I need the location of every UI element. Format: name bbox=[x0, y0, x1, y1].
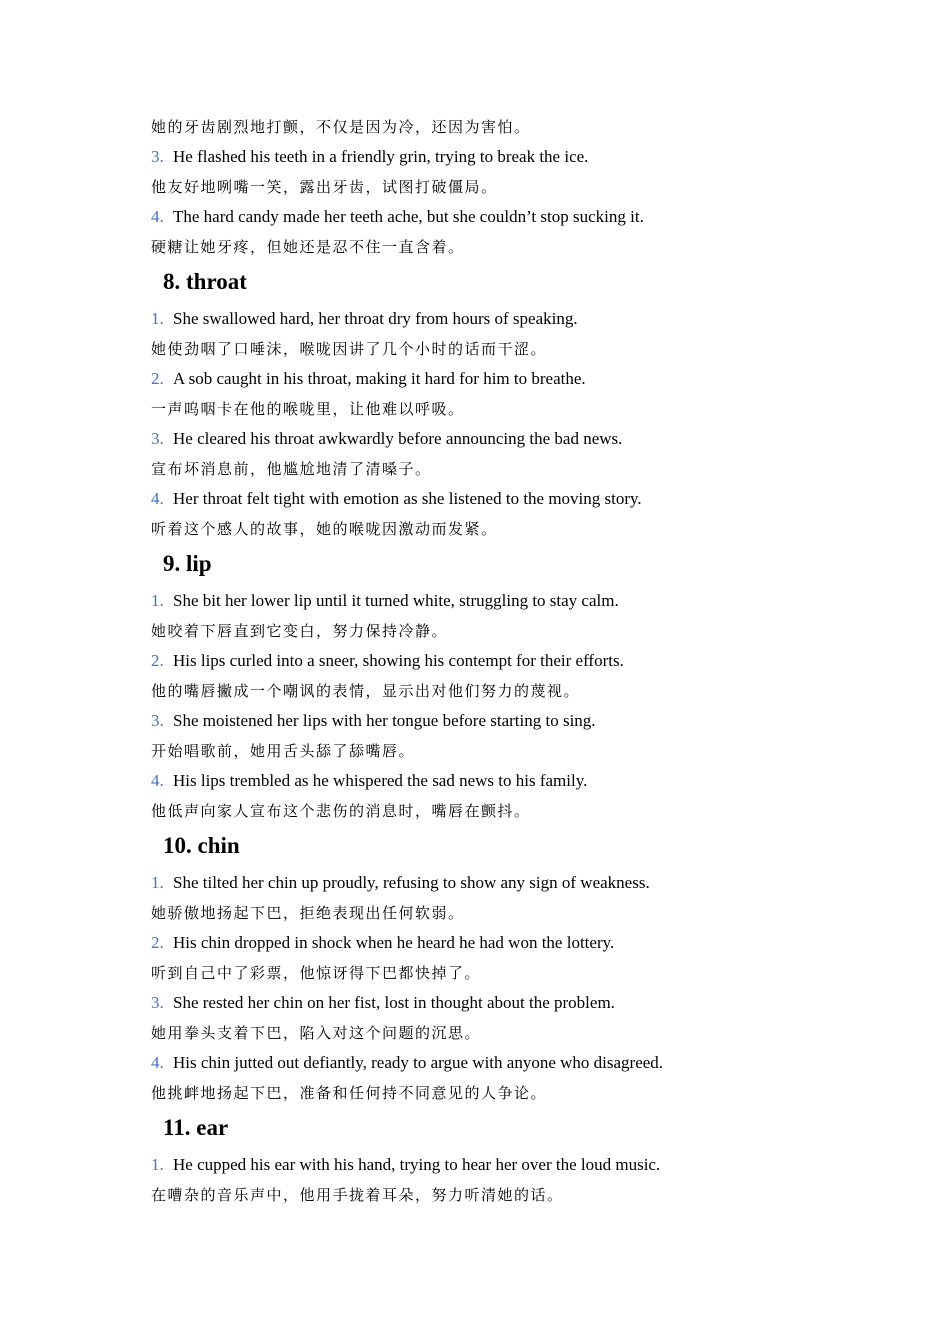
sentence-text: She bit her lower lip until it turned white, struggling to stay calm. bbox=[173, 591, 619, 610]
translation-line: 他友好地咧嘴一笑，露出牙齿，试图打破僵局。 bbox=[151, 178, 498, 196]
item-number: 4. bbox=[151, 1053, 164, 1072]
example-sentence bbox=[151, 304, 871, 334]
sentence-text: She tilted her chin up proudly, refusing to show any sign of weakness. bbox=[173, 873, 650, 892]
example-sentence bbox=[151, 586, 871, 616]
document-body bbox=[151, 112, 871, 1210]
section-heading-ear: 11. ear bbox=[163, 1115, 229, 1140]
item-number: 4. bbox=[151, 489, 164, 508]
sentence-text: She rested her chin on her fist, lost in thought about the problem. bbox=[173, 993, 615, 1012]
sentence-text: His chin jutted out defiantly, ready to argue with anyone who disagreed. bbox=[173, 1053, 664, 1072]
example-sentence bbox=[151, 646, 871, 676]
translation-line: 听着这个感人的故事，她的喉咙因激动而发紧。 bbox=[151, 520, 498, 538]
item-number: 2. bbox=[151, 369, 164, 388]
sentence-text: Her throat felt tight with emotion as she listened to the moving story. bbox=[173, 489, 642, 508]
example-sentence bbox=[151, 928, 871, 958]
sentence-text: His lips trembled as he whispered the sad news to his family. bbox=[173, 771, 588, 790]
example-sentence bbox=[151, 766, 871, 796]
example-sentence bbox=[151, 364, 871, 394]
item-number: 1. bbox=[151, 309, 164, 328]
example-sentence bbox=[151, 706, 871, 736]
sentence-text: A sob caught in his throat, making it hard for him to breathe. bbox=[173, 369, 586, 388]
example-sentence bbox=[151, 202, 871, 232]
translation-line: 她骄傲地扬起下巴，拒绝表现出任何软弱。 bbox=[151, 904, 465, 922]
section-heading-throat: 8. throat bbox=[163, 269, 247, 294]
example-sentence bbox=[151, 142, 871, 172]
item-number: 2. bbox=[151, 933, 164, 952]
translation-line: 硬糖让她牙疼，但她还是忍不住一直含着。 bbox=[151, 238, 465, 256]
translation-line: 他挑衅地扬起下巴，准备和任何持不同意见的人争论。 bbox=[151, 1084, 548, 1102]
sentence-text: The hard candy made her teeth ache, but she couldn’t stop sucking it. bbox=[173, 207, 644, 226]
example-sentence bbox=[151, 424, 871, 454]
translation-line: 宣布坏消息前，他尴尬地清了清嗓子。 bbox=[151, 460, 432, 478]
item-number: 3. bbox=[151, 711, 164, 730]
sentence-text: He cleared his throat awkwardly before announcing the bad news. bbox=[173, 429, 623, 448]
item-number: 3. bbox=[151, 429, 164, 448]
translation-line: 他低声向家人宣布这个悲伤的消息时，嘴唇在颤抖。 bbox=[151, 802, 531, 820]
item-number: 2. bbox=[151, 651, 164, 670]
sentence-text: He cupped his ear with his hand, trying to hear her over the loud music. bbox=[173, 1155, 661, 1174]
translation-line: 他的嘴唇撇成一个嘲讽的表情，显示出对他们努力的蔑视。 bbox=[151, 682, 581, 700]
item-number: 1. bbox=[151, 1155, 164, 1174]
sentence-text: He flashed his teeth in a friendly grin, trying to break the ice. bbox=[173, 147, 589, 166]
translation-line: 听到自己中了彩票，他惊讶得下巴都快掉了。 bbox=[151, 964, 482, 982]
item-number: 4. bbox=[151, 771, 164, 790]
translation-line: 开始唱歌前，她用舌头舔了舔嘴唇。 bbox=[151, 742, 416, 760]
sentence-text: She moistened her lips with her tongue before starting to sing. bbox=[173, 711, 596, 730]
section-heading-chin: 10. chin bbox=[163, 833, 240, 858]
example-sentence bbox=[151, 868, 871, 898]
section-heading-lip: 9. lip bbox=[163, 551, 212, 576]
example-sentence bbox=[151, 1048, 871, 1078]
example-sentence bbox=[151, 484, 871, 514]
sentence-text: His chin dropped in shock when he heard he had won the lottery. bbox=[173, 933, 615, 952]
sentence-text: His lips curled into a sneer, showing his contempt for their efforts. bbox=[173, 651, 624, 670]
item-number: 1. bbox=[151, 873, 164, 892]
translation-line: 她咬着下唇直到它变白，努力保持冷静。 bbox=[151, 622, 449, 640]
item-number: 3. bbox=[151, 993, 164, 1012]
translation-line: 她的牙齿剧烈地打颤，不仅是因为冷，还因为害怕。 bbox=[151, 118, 531, 136]
item-number: 4. bbox=[151, 207, 164, 226]
example-sentence bbox=[151, 1150, 871, 1180]
sentence-text: She swallowed hard, her throat dry from hours of speaking. bbox=[173, 309, 578, 328]
item-number: 3. bbox=[151, 147, 164, 166]
translation-line: 她用拳头支着下巴，陷入对这个问题的沉思。 bbox=[151, 1024, 482, 1042]
translation-line: 在嘈杂的音乐声中，他用手拢着耳朵，努力听清她的话。 bbox=[151, 1186, 564, 1204]
item-number: 1. bbox=[151, 591, 164, 610]
translation-line: 一声呜咽卡在他的喉咙里，让他难以呼吸。 bbox=[151, 400, 465, 418]
example-sentence bbox=[151, 988, 871, 1018]
translation-line: 她使劲咽了口唾沫，喉咙因讲了几个小时的话而干涩。 bbox=[151, 340, 548, 358]
